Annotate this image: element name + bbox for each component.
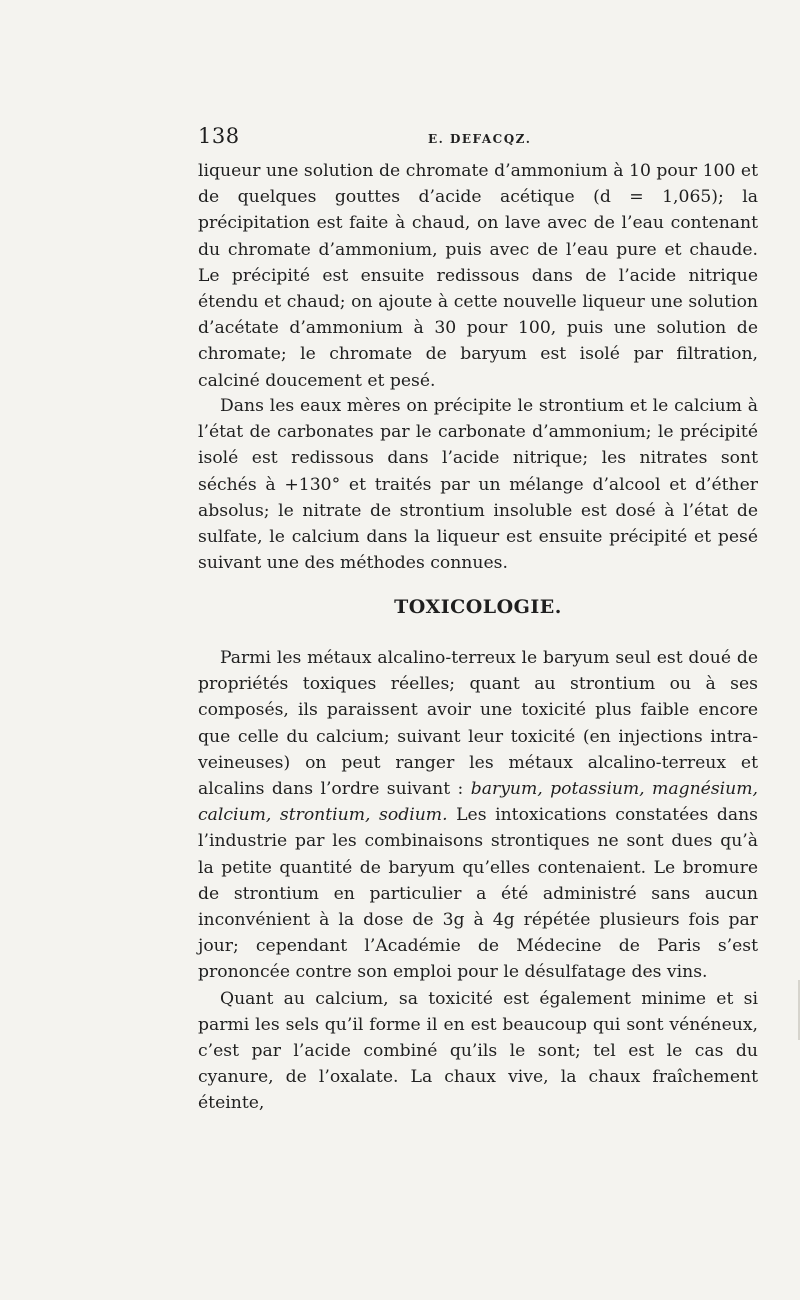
text-block-toxicology (198, 645, 758, 1117)
metal-order-list: baryum, potassium, magnésium, calcium, strontium, sodium. (198, 779, 758, 826)
paragraph-toxicity-intro: Parmi les métaux alcalino-terreux le baryum seul est doué de propriétés toxiques réelles; quant au strontium ou à ses composés, ils paraissent avoir une toxicité plus faible encore que celle du calcium; suivant leur toxicité (en injections intra-veineuses) on peut ranger les métaux alcalino-terreux et alcalins dans l’ordre suivant : (198, 648, 758, 800)
paragraph-calcium-toxicity: Quant au calcium, sa toxicité est également minime et si parmi les sels qu’il forme il en est beaucoup qui sont vénéneux, c’est par l’acide combiné qu’ils le sont; tel est le cas du cyanure, de l’oxalate. La chaux vive, la chaux fraîchement éteinte, (198, 988, 758, 1114)
paragraph-toxicity-rest: Les intoxications constatées dans l’industrie par les combinaisons strontiques ne sont dues qu’à la petite quantité de baryum qu’elles contenaient. Le bromure de strontium en particulier a été administré sans aucun inconvénient à la dose de 3g à 4g répétée plusieurs fois par jour; cependant l’Académie de Médecine de Paris s’est prononcée contre son emploi pour le désulfatage des vins. (198, 805, 758, 983)
text-block-analysis (198, 158, 758, 394)
page-number: 138 (198, 124, 240, 148)
paragraph-toxicity-order (198, 645, 758, 986)
page-header (198, 124, 758, 154)
text-block-mother-liquors (198, 393, 758, 576)
paragraph-chromate-precipitation: liqueur une solution de chromate d’ammonium à 10 pour 100 et de quelques gouttes d’acide acétique (d = 1,065); la précipitation est faite à chaud, on lave avec de l’eau contenant du chromate d’ammonium, puis avec de l’eau pure et chaude. Le précipité est ensuite redissous dans de l’acide nitrique étendu et chaud; on ajoute à cette nouvelle liqueur une solution d’acétate d’ammonium à 30 pour 100, puis une solution de chromate; le chromate de baryum est isolé par filtration, calciné doucement et pesé. (198, 161, 758, 391)
paragraph-strontium-calcium: Dans les eaux mères on précipite le strontium et le calcium à l’état de carbonates par le carbonate d’ammonium; le précipité isolé est redissous dans l’acide nitrique; les nitrates sont séchés à +130° et traités par un mélange d’alcool et d’éther absolus; le nitrate de strontium insoluble est dosé à l’état de sulfate, le calcium dans la liqueur est ensuite précipité et pesé suivant une des méthodes connues. (198, 396, 758, 574)
section-title: TOXICOLOGIE. (394, 596, 562, 618)
running-head: E. DEFACQZ. (428, 132, 532, 146)
